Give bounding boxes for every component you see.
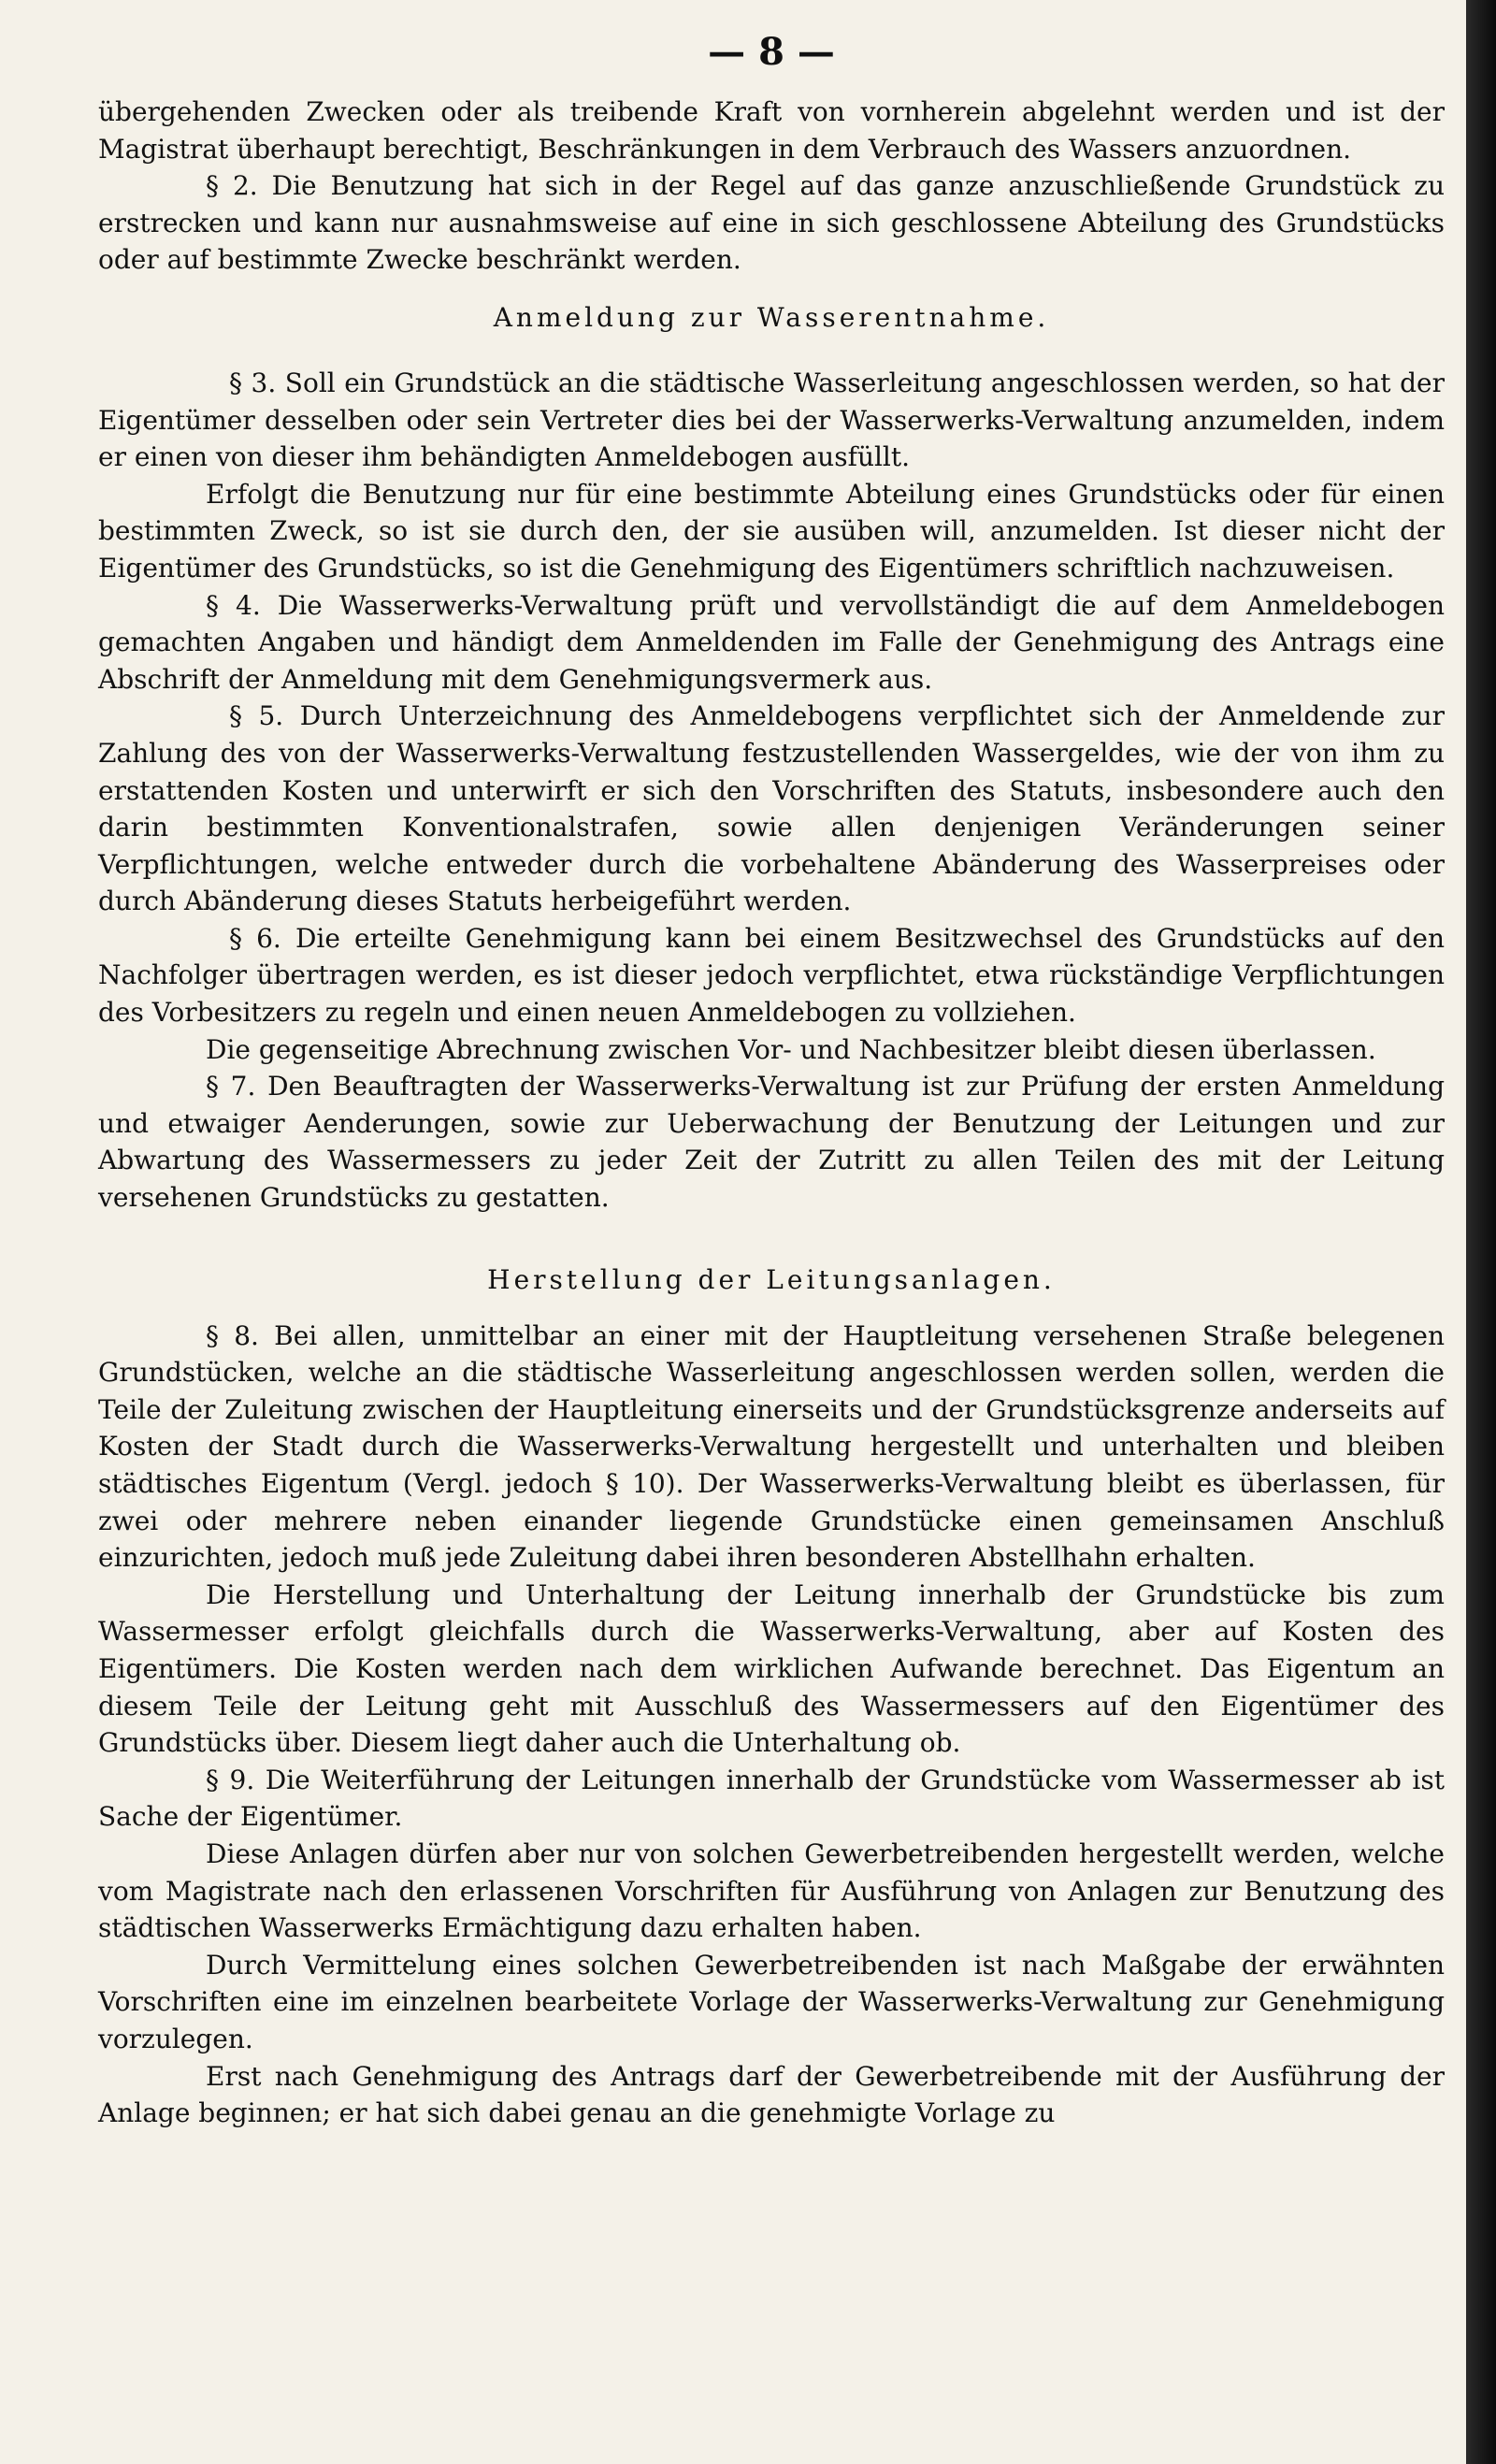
paragraph-section-4: § 4. Die Wasserwerks-Verwaltung prüft und vervollständigt die auf dem Anmeldebogen gemachten Angaben und händigt dem Anmeldenden im Falle der Genehmigung des Antrags eine Abschrift der Anmeldung mit dem Genehmigungsvermerk aus. xyxy=(98,589,1445,695)
paragraph-section-9-cont-1: Diese Anlagen dürfen aber nur von solchen Gewerbetreibenden hergestellt werden, welche vom Magistrate nach den erlassenen Vorschriften für Ausführung von Anlagen zur Benutzung des städtischen Wasserwerks Ermächtigung dazu erhalten haben. xyxy=(98,1837,1445,1944)
paragraph-section-2: § 2. Die Benutzung hat sich in der Regel auf das ganze anzuschließende Grundstück zu erstrecken und kann nur ausnahmsweise auf eine in sich geschlossene Abteilung des Grundstücks oder auf bestimmte Zwecke beschränkt werden. xyxy=(98,170,1445,276)
page-content xyxy=(98,26,1445,2132)
paragraph-section-9: § 9. Die Weiterführung der Leitungen innerhalb der Grundstücke vom Wassermesser ab ist Sache der Eigentümer. xyxy=(98,1764,1445,1833)
paragraph-section-6-cont: Die gegenseitige Abrechnung zwischen Vor- und Nachbesitzer bleibt diesen überlassen. xyxy=(206,1033,1376,1065)
paragraph-continuation: übergehenden Zwecken oder als treibende Kraft von vornherein abgelehnt werden und ist der Magistrat überhaupt berechtigt, Beschränkungen in dem Verbrauch des Wassers anzuordnen. xyxy=(98,96,1445,165)
paragraph-section-9-cont-3: Erst nach Genehmigung des Antrags darf der Gewerbetreibende mit der Ausführung der Anlage beginnen; er hat sich dabei genau an die genehmigte Vorlage zu xyxy=(98,2060,1445,2129)
section-heading-herstellung: Herstellung der Leitungsanlagen. xyxy=(487,1263,1056,1295)
paragraph-section-3: § 3. Soll ein Grundstück an die städtische Wasserleitung angeschlossen werden, so hat der Eigentümer desselben oder sein Vertreter dies bei der Wasserwerks-Verwaltung anzumelden, indem er einen von dieser ihm behändigten Anmeldebogen ausfüllt. xyxy=(98,367,1445,473)
paragraph-section-3-cont: Erfolgt die Benutzung nur für eine bestimmte Abteilung eines Grundstücks oder für einen bestimmten Zweck, so ist sie durch den, der sie ausüben will, anzumelden. Ist dieser nicht der Eigentümer des Grundstücks, so ist die Genehmigung des Eigentümers schriftlich nachzuweisen. xyxy=(98,478,1445,584)
section-heading-anmeldung: Anmeldung zur Wasserentnahme. xyxy=(493,301,1050,333)
paragraph-section-9-cont-2: Durch Vermittelung eines solchen Gewerbetreibenden ist nach Maßgabe der erwähnten Vorschriften eine im einzelnen bearbeitete Vorlage der Wasserwerks-Verwaltung zur Genehmigung vorzulegen. xyxy=(98,1949,1445,2054)
paragraph-section-8: § 8. Bei allen, unmittelbar an einer mit der Hauptleitung versehenen Straße belegenen Grundstücken, welche an die städtische Wasserleitung angeschlossen werden sollen, werden die Teile der Zuleitung zwischen der Hauptleitung einerseits und der Grundstücksgrenze anderseits auf Kosten der Stadt durch die Wasserwerks-Verwaltung hergestellt und unterhalten und bleiben städtisches Eigentum (Vergl. jedoch § 10). Der Wasserwerks-Verwaltung bleibt es überlassen, für zwei oder mehrere neben einander liegende Grundstücke einen gemeinsamen Anschluß einzurichten, jedoch muß jede Zuleitung dabei ihren besonderen Abstellhahn erhalten. xyxy=(98,1319,1445,1574)
page-number: — 8 — xyxy=(708,30,835,74)
paragraph-section-5: § 5. Durch Unterzeichnung des Anmeldebogens verpflichtet sich der Anmeldende zur Zahlung des von der Wasserwerks-Verwaltung festzustellenden Wassergeldes, wie der von ihm zu erstattenden Kosten und unterwirft er sich den Vorschriften des Statuts, insbesondere auch den darin bestimmten Konventionalstrafen, sowie allen denjenigen Veränderungen seiner Verpflichtungen, welche entweder durch die vorbehaltene Abänderung des Wasserpreises oder durch Abänderung dieses Statuts herbeigeführt werden. xyxy=(98,700,1445,917)
paragraph-section-8-cont: Die Herstellung und Unterhaltung der Leitung innerhalb der Grundstücke bis zum Wassermesser erfolgt gleichfalls durch die Wasserwerks-Verwaltung, aber auf Kosten des Eigentümers. Die Kosten werden nach dem wirklichen Aufwande berechnet. Das Eigentum an diesem Teile der Leitung geht mit Ausschluß des Wassermessers auf den Eigentümer des Grundstücks über. Diesem liegt daher auch die Unterhaltung ob. xyxy=(98,1578,1445,1759)
paragraph-section-7: § 7. Den Beauftragten der Wasserwerks-Verwaltung ist zur Prüfung der ersten Anmeldung und etwaiger Aenderungen, sowie zur Ueberwachung der Benutzung der Leitungen und zur Abwartung des Wassermessers zu jeder Zeit der Zutritt zu allen Teilen des mit der Leitung versehenen Grundstücks zu gestatten. xyxy=(98,1071,1445,1214)
scan-edge-shadow xyxy=(1466,0,1496,2464)
paragraph-section-6: § 6. Die erteilte Genehmigung kann bei einem Besitzwechsel des Grundstücks auf den Nachfolger übertragen werden, es ist dieser jedoch verpflichtet, etwa rückständige Verpflichtungen des Vorbesitzers zu regeln und einen neuen Anmeldebogen zu vollziehen. xyxy=(98,922,1445,1029)
